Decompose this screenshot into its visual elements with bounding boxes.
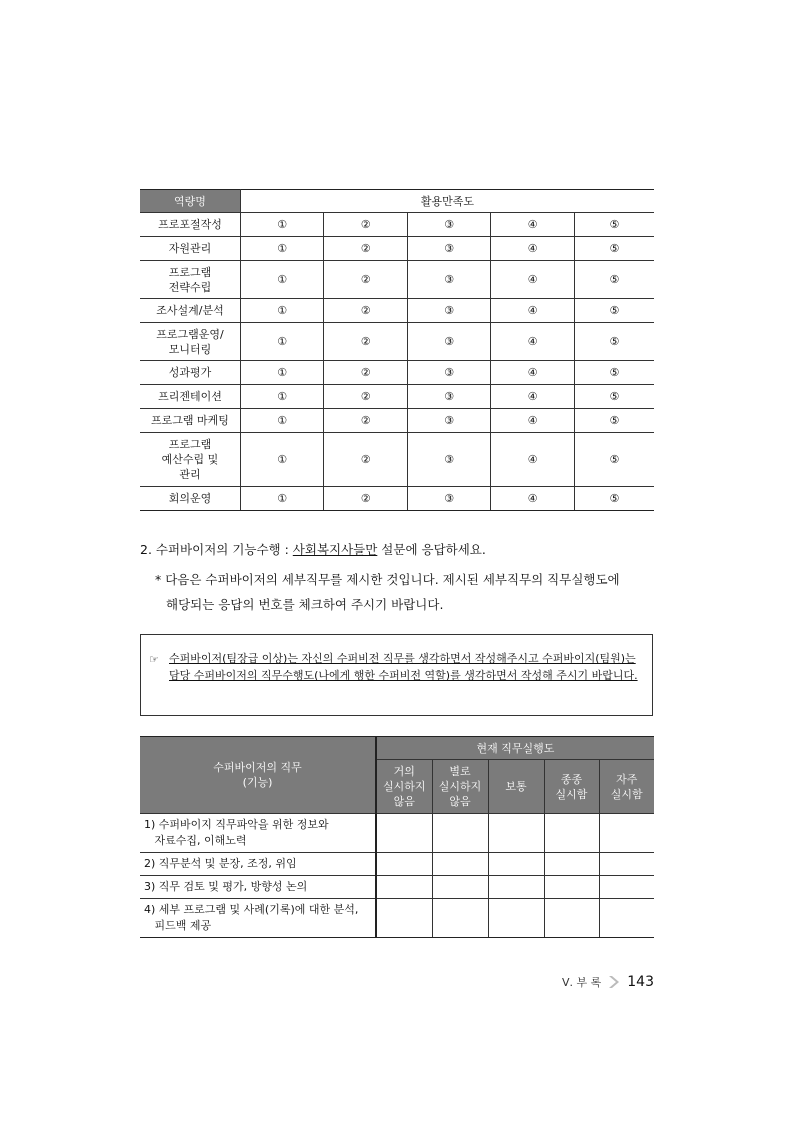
rating-option[interactable]: ④: [491, 409, 574, 433]
rating-option[interactable]: ③: [407, 385, 490, 409]
rating-option[interactable]: ⑤: [574, 361, 654, 385]
rating-option[interactable]: ④: [491, 261, 574, 299]
table-row: [140, 299, 654, 323]
rating-option[interactable]: ⑤: [574, 487, 654, 511]
rating-cell[interactable]: [544, 876, 599, 899]
rating-option[interactable]: ①: [241, 213, 324, 237]
scale-header: 보통: [488, 760, 544, 814]
competency-label: 프로포절작성: [140, 213, 241, 237]
rating-cell[interactable]: [488, 876, 544, 899]
rating-option[interactable]: ④: [491, 487, 574, 511]
header-competency: 역량명: [140, 190, 241, 213]
section-2-heading: 2. 수퍼바이저의 기능수행 : 사회복지사들만 설문에 응답하세요.: [140, 542, 486, 557]
underlined-target: 사회복지사들만: [292, 542, 378, 557]
rating-option[interactable]: ⑤: [574, 261, 654, 299]
rating-option[interactable]: ②: [324, 237, 407, 261]
table-row: [140, 213, 654, 237]
rating-option[interactable]: ②: [324, 433, 407, 487]
competency-label: 성과평가: [140, 361, 241, 385]
hand-pointing-icon: ☞: [149, 653, 159, 666]
rating-cell[interactable]: [599, 814, 654, 853]
table-row: [140, 237, 654, 261]
competency-label: 프로그램 전략수립: [140, 261, 241, 299]
header-satisfaction: 활용만족도: [241, 190, 655, 213]
rating-option[interactable]: ②: [324, 299, 407, 323]
competency-label: 조사설계/분석: [140, 299, 241, 323]
competency-label: 프로그램 마케팅: [140, 409, 241, 433]
note-box: [140, 634, 653, 716]
competency-label: 프리젠테이션: [140, 385, 241, 409]
table-row: [140, 261, 654, 299]
rating-cell[interactable]: [544, 899, 599, 938]
rating-option[interactable]: ③: [407, 299, 490, 323]
rating-cell[interactable]: [432, 853, 488, 876]
chevron-right-icon: [607, 974, 621, 990]
rating-option[interactable]: ①: [241, 299, 324, 323]
table-header-row: [140, 737, 654, 760]
table-row: [140, 433, 654, 487]
rating-cell[interactable]: [599, 853, 654, 876]
rating-option[interactable]: ⑤: [574, 299, 654, 323]
satisfaction-table: [140, 189, 654, 511]
rating-option[interactable]: ④: [491, 237, 574, 261]
rating-option[interactable]: ②: [324, 323, 407, 361]
competency-label: 회의운영: [140, 487, 241, 511]
rating-option[interactable]: ⑤: [574, 409, 654, 433]
rating-option[interactable]: ⑤: [574, 213, 654, 237]
table-row: [140, 385, 654, 409]
competency-label: 프로그램운영/ 모니터링: [140, 323, 241, 361]
rating-cell[interactable]: [376, 876, 432, 899]
table-row: [140, 876, 654, 899]
rating-option[interactable]: ②: [324, 261, 407, 299]
competency-label: 프로그램 예산수립 및 관리: [140, 433, 241, 487]
rating-option[interactable]: ②: [324, 361, 407, 385]
rating-cell[interactable]: [376, 899, 432, 938]
rating-option[interactable]: ①: [241, 487, 324, 511]
rating-cell[interactable]: [599, 899, 654, 938]
duty-label: 2) 직무분석 및 분장, 조정, 위임: [140, 853, 376, 876]
section-label: Ⅴ. 부 록: [561, 976, 602, 989]
rating-cell[interactable]: [544, 853, 599, 876]
rating-option[interactable]: ④: [491, 213, 574, 237]
rating-cell[interactable]: [488, 814, 544, 853]
header-duty: 수퍼바이저의 직무 (기능): [140, 737, 376, 814]
rating-option[interactable]: ①: [241, 323, 324, 361]
table-row: [140, 853, 654, 876]
rating-option[interactable]: ②: [324, 213, 407, 237]
scale-header: 자주 실시함: [599, 760, 654, 814]
header-current-performance: 현재 직무실행도: [376, 737, 654, 760]
table-header-row: [140, 190, 654, 213]
rating-option[interactable]: ①: [241, 361, 324, 385]
rating-option[interactable]: ①: [241, 409, 324, 433]
table-row: [140, 487, 654, 511]
rating-cell[interactable]: [599, 876, 654, 899]
rating-cell[interactable]: [432, 899, 488, 938]
rating-cell[interactable]: [432, 876, 488, 899]
competency-label: 자원관리: [140, 237, 241, 261]
duty-label: 1) 수퍼바이지 직무파악을 위한 정보와 자료수집, 이해노력: [140, 814, 376, 853]
rating-option[interactable]: ①: [241, 433, 324, 487]
note-text: 수퍼바이저(팀장급 이상)는 자신의 수퍼비전 직무를 생각하면서 작성해주시고 수퍼바이지(팀원)는 담당 수퍼바이저의 직무수행도(나에게 행한 수퍼비전 역할)를 생각하면서 작성해 주시기 바랍니다.: [169, 652, 638, 682]
rating-option[interactable]: ④: [491, 361, 574, 385]
supervisor-duty-table: [140, 736, 654, 938]
instruction-line-1: * 다음은 수퍼바이저의 세부직무를 제시한 것입니다. 제시된 세부직무의 직무실행도에: [155, 572, 620, 587]
table-row: [140, 409, 654, 433]
rating-option[interactable]: ①: [241, 385, 324, 409]
rating-option[interactable]: ⑤: [574, 433, 654, 487]
rating-option[interactable]: ④: [491, 299, 574, 323]
rating-option[interactable]: ③: [407, 409, 490, 433]
rating-option[interactable]: ③: [407, 361, 490, 385]
rating-option[interactable]: ③: [407, 487, 490, 511]
rating-option[interactable]: ③: [407, 237, 490, 261]
rating-option[interactable]: ③: [407, 261, 490, 299]
rating-option[interactable]: ④: [491, 323, 574, 361]
scale-header: 거의 실시하지 않음: [376, 760, 432, 814]
rating-cell[interactable]: [488, 899, 544, 938]
rating-option[interactable]: ⑤: [574, 385, 654, 409]
scale-header: 별로 실시하지 않음: [432, 760, 488, 814]
rating-option[interactable]: ②: [324, 487, 407, 511]
rating-option[interactable]: ⑤: [574, 323, 654, 361]
scale-header: 종종 실시함: [544, 760, 599, 814]
table-row: [140, 814, 654, 853]
page-footer: [562, 974, 654, 990]
rating-option[interactable]: ③: [407, 433, 490, 487]
rating-option[interactable]: ④: [491, 385, 574, 409]
rating-option[interactable]: ②: [324, 409, 407, 433]
rating-option[interactable]: ①: [241, 237, 324, 261]
table-row: [140, 899, 654, 938]
rating-cell[interactable]: [376, 814, 432, 853]
page-number: 143: [627, 974, 654, 990]
rating-option[interactable]: ④: [491, 433, 574, 487]
instruction-line-2: 해당되는 응답의 번호를 체크하여 주시기 바랍니다.: [166, 597, 444, 612]
rating-option[interactable]: ⑤: [574, 237, 654, 261]
rating-option[interactable]: ②: [324, 385, 407, 409]
table-row: [140, 361, 654, 385]
duty-label: 3) 직무 검토 및 평가, 방향성 논의: [140, 876, 376, 899]
rating-cell[interactable]: [432, 814, 488, 853]
rating-cell[interactable]: [544, 814, 599, 853]
rating-option[interactable]: ①: [241, 261, 324, 299]
rating-option[interactable]: ③: [407, 323, 490, 361]
table-row: [140, 323, 654, 361]
duty-label: 4) 세부 프로그램 및 사례(기록)에 대한 분석, 피드백 제공: [140, 899, 376, 938]
rating-cell[interactable]: [376, 853, 432, 876]
rating-cell[interactable]: [488, 853, 544, 876]
rating-option[interactable]: ③: [407, 213, 490, 237]
